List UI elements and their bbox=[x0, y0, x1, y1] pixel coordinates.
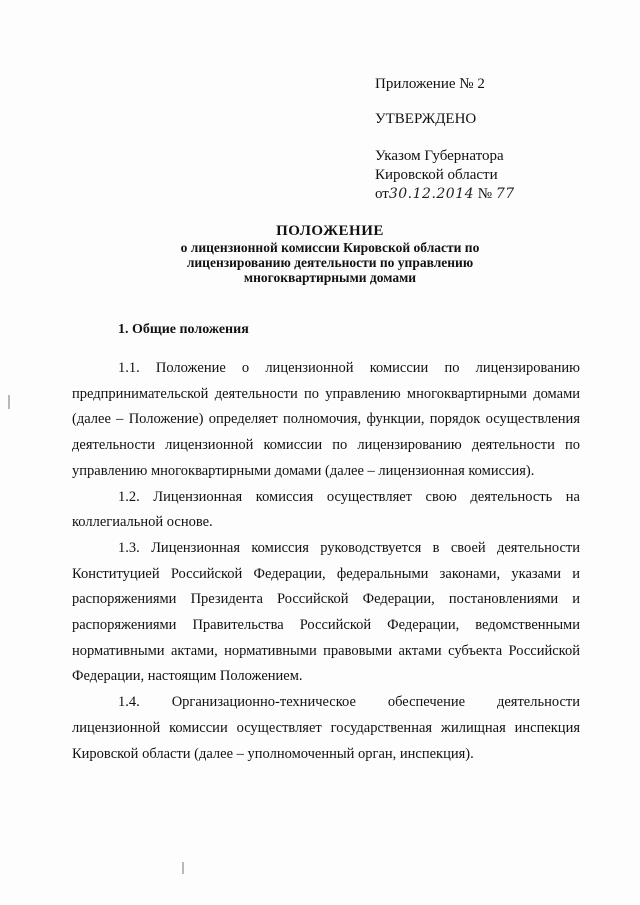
date-prefix: от bbox=[375, 186, 389, 202]
paragraph-1-2: 1.2. Лицензионная комиссия осуществляет свою деятельность на коллегиальной основе. bbox=[72, 488, 580, 531]
decree-line-1: Указом Губернатора bbox=[375, 148, 504, 164]
paragraph-1-3: 1.3. Лицензионная комиссия руководствуется в своей деятельности Конституцией Российской Федерации, федеральными законами, указами и распоряжениями Президента Российской Федерации, постановлениями и распоряжениями Правительства Российской Федерации, ведомственными нормативными актами, нормативными правовыми актами субъекта Российской Федерации, настоящим Положением. bbox=[72, 539, 580, 685]
paragraph-1-1: 1.1. Положение о лицензионной комиссии по лицензированию предпринимательской деятельности по управлению многоквартирными домами (далее – Положение) определяет полномочия, функции, порядок осуществления деятельности лицензионной комиссии по лицензированию деятельности по управлению многоквартирными домами (далее – лицензионная комиссия). bbox=[72, 360, 580, 479]
approved-label: УТВЕРЖДЕНО bbox=[375, 111, 477, 127]
section-heading: 1. Общие положения bbox=[118, 322, 249, 337]
approval-block bbox=[375, 75, 615, 204]
scan-mark-bottom bbox=[182, 862, 184, 874]
decree-line-2: Кировской области bbox=[375, 167, 498, 183]
scan-mark-left bbox=[8, 395, 10, 409]
number-label: № bbox=[477, 186, 493, 202]
decree-date-line bbox=[375, 185, 615, 204]
handwritten-number: 77 bbox=[495, 186, 515, 202]
appendix-label: Приложение № 2 bbox=[375, 76, 485, 92]
document-title: ПОЛОЖЕНИЕ bbox=[276, 223, 384, 239]
handwritten-date: 30.12.2014 bbox=[388, 186, 475, 202]
document-body bbox=[72, 356, 580, 767]
document-subtitle-line-1: о лицензионной комиссии Кировской области по bbox=[180, 240, 480, 255]
document-title-block bbox=[60, 222, 600, 285]
paragraph-1-4: 1.4. Организационно-техническое обеспечение деятельности лицензионной комиссии осуществляет государственная жилищная инспекция Кировской области (далее – уполномоченный орган, инспекция). bbox=[72, 694, 580, 762]
document-subtitle-line-3: многоквартирными домами bbox=[243, 270, 417, 285]
document-subtitle-line-2: лицензированию деятельности по управлению bbox=[186, 255, 474, 270]
